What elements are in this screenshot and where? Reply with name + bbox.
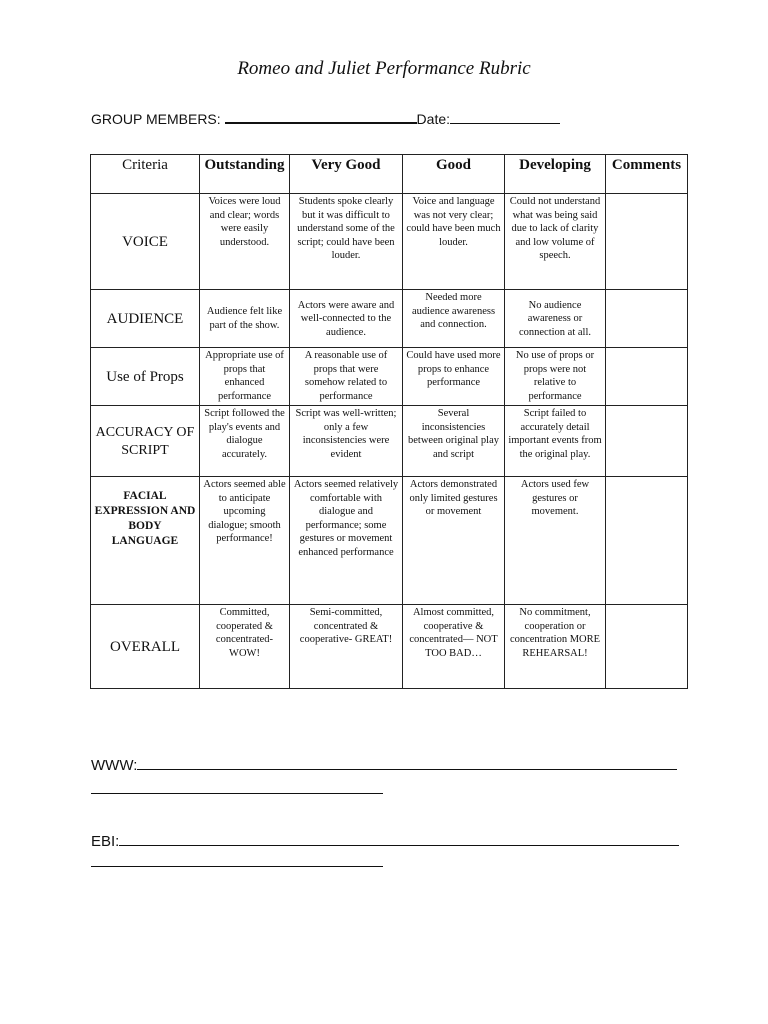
cell-facial-very-good: Actors seemed relatively comfortable with dialogue and performance; some gestures or movement enhanced performance	[290, 477, 403, 605]
ebi-field[interactable]	[119, 833, 679, 846]
date-label: Date:	[416, 111, 451, 127]
ebi-field-continued[interactable]	[91, 866, 383, 867]
cell-audience-developing: No audience awareness or connection at all.	[505, 290, 606, 348]
rubric-table	[90, 154, 688, 689]
column-header-very-good: Very Good	[290, 155, 403, 194]
cell-overall-developing: No commitment, cooperation or concentration MORE REHEARSAL!	[505, 605, 606, 689]
cell-accuracy-outstanding: Script followed the play's events and dialogue accurately.	[200, 406, 290, 477]
criterion-accuracy: ACCURACY OF SCRIPT	[91, 406, 200, 477]
cell-audience-very-good: Actors were aware and well-connected to the audience.	[290, 290, 403, 348]
group-members-label: GROUP MEMBERS:	[91, 111, 221, 127]
cell-facial-developing: Actors used few gestures or movement.	[505, 477, 606, 605]
cell-voice-outstanding: Voices were loud and clear; words were easily understood.	[200, 194, 290, 290]
cell-props-very-good: A reasonable use of props that were somehow related to performance	[290, 348, 403, 406]
criterion-props: Use of Props	[91, 348, 200, 406]
cell-props-developing: No use of props or props were not relative to performance	[505, 348, 606, 406]
page-title: Romeo and Juliet Performance Rubric	[237, 58, 531, 79]
header-row	[91, 155, 688, 194]
criterion-facial-expression: FACIAL EXPRESSION AND BODY LANGUAGE	[91, 477, 200, 605]
www-field[interactable]	[137, 757, 677, 770]
criterion-voice: VOICE	[91, 194, 200, 290]
date-field[interactable]	[450, 111, 560, 124]
cell-accuracy-developing: Script failed to accurately detail important events from the original play.	[505, 406, 606, 477]
cell-props-comments[interactable]	[606, 348, 688, 406]
group-members-field[interactable]	[225, 110, 417, 124]
cell-overall-good: Almost committed, cooperative & concentrated— NOT TOO BAD…	[403, 605, 505, 689]
cell-props-outstanding: Appropriate use of props that enhanced performance	[200, 348, 290, 406]
group-date-line	[91, 110, 560, 127]
table-row-accuracy	[91, 406, 688, 477]
cell-accuracy-good: Several inconsistencies between original play and script	[403, 406, 505, 477]
cell-accuracy-very-good: Script was well-written; only a few inconsistencies were evident	[290, 406, 403, 477]
column-header-comments: Comments	[606, 155, 688, 194]
table-row-audience	[91, 290, 688, 348]
table-row-facial-expression	[91, 477, 688, 605]
www-line	[91, 757, 677, 774]
cell-audience-good: Needed more audience awareness and connection.	[403, 290, 505, 348]
cell-accuracy-comments[interactable]	[606, 406, 688, 477]
cell-voice-very-good: Students spoke clearly but it was difficult to understand some of the script; could have been louder.	[290, 194, 403, 290]
ebi-label: EBI:	[91, 833, 120, 850]
www-field-continued[interactable]	[91, 793, 383, 794]
column-header-developing: Developing	[505, 155, 606, 194]
cell-overall-outstanding: Committed, cooperated & concentrated- WOW!	[200, 605, 290, 689]
cell-audience-comments[interactable]	[606, 290, 688, 348]
column-header-criteria: Criteria	[91, 155, 200, 194]
criterion-audience: AUDIENCE	[91, 290, 200, 348]
table-row-overall	[91, 605, 688, 689]
table-row-voice	[91, 194, 688, 290]
cell-voice-developing: Could not understand what was being said due to lack of clarity and low volume of speech.	[505, 194, 606, 290]
cell-props-good: Could have used more props to enhance performance	[403, 348, 505, 406]
column-header-good: Good	[403, 155, 505, 194]
cell-facial-comments[interactable]	[606, 477, 688, 605]
www-label: WWW:	[91, 757, 138, 774]
table-row-props	[91, 348, 688, 406]
criterion-overall: OVERALL	[91, 605, 200, 689]
cell-voice-comments[interactable]	[606, 194, 688, 290]
column-header-outstanding: Outstanding	[200, 155, 290, 194]
cell-voice-good: Voice and language was not very clear; could have been much louder.	[403, 194, 505, 290]
ebi-line	[91, 833, 679, 850]
cell-facial-outstanding: Actors seemed able to anticipate upcoming dialogue; smooth performance!	[200, 477, 290, 605]
cell-overall-very-good: Semi-committed, concentrated & cooperative- GREAT!	[290, 605, 403, 689]
cell-facial-good: Actors demonstrated only limited gestures or movement	[403, 477, 505, 605]
cell-audience-outstanding: Audience felt like part of the show.	[200, 290, 290, 348]
cell-overall-comments[interactable]	[606, 605, 688, 689]
